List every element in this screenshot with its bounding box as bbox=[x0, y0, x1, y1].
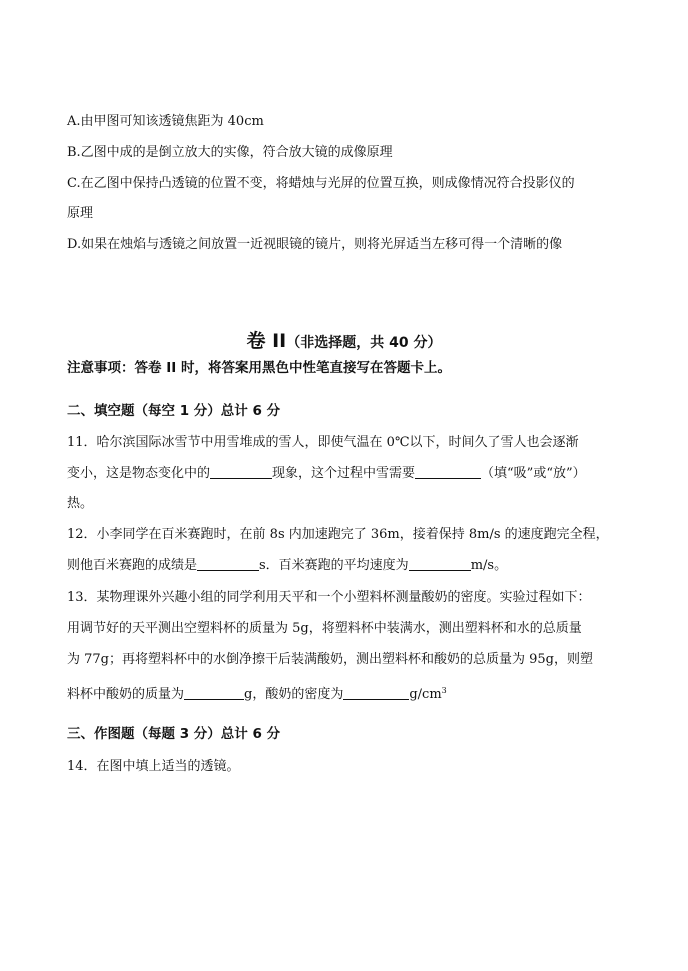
q11-line3: 热。 bbox=[67, 496, 94, 511]
q11-line2 bbox=[67, 464, 586, 484]
option-d: D.如果在烛焰与透镜之间放置一近视眼镜的镜片，则将光屏适当左移可得一个清晰的像 bbox=[67, 237, 563, 252]
q11-blank-1[interactable] bbox=[210, 464, 272, 479]
option-b: B.乙图中成的是倒立放大的实像，符合放大镜的成像原理 bbox=[67, 145, 393, 160]
q13-line2: 用调节好的天平测出空塑料杯的质量为 5g，将塑料杯中装满水，测出塑料杯和水的总质量 bbox=[67, 621, 582, 636]
q12-text-b: s．百米赛跑的平均速度为 bbox=[259, 558, 409, 573]
option-a: A.由甲图可知该透镜焦距为 40cm bbox=[67, 114, 264, 129]
option-c: C.在乙图中保持凸透镜的位置不变，将蜡烛与光屏的位置互换，则成像情况符合投影仪的 bbox=[67, 176, 575, 191]
q13-unit-exponent: 3 bbox=[441, 686, 447, 695]
part2-title bbox=[0, 326, 688, 353]
q12-line2 bbox=[67, 556, 507, 576]
q13-line1: 13．某物理课外兴趣小组的同学利用天平和一个小塑料杯测量酸奶的密度。实验过程如下： bbox=[67, 590, 591, 605]
q13-line4 bbox=[67, 681, 447, 705]
q11-text-a: 变小，这是物态变化中的 bbox=[67, 466, 211, 481]
q14-line1: 14．在图中填上适当的透镜。 bbox=[67, 759, 240, 774]
q13-blank-1[interactable] bbox=[184, 685, 244, 700]
q13-blank-2[interactable] bbox=[343, 685, 409, 700]
q12-blank-2[interactable] bbox=[409, 556, 471, 571]
q11-text-c: （填“吸”或“放”） bbox=[481, 466, 586, 481]
section2-heading: 二、填空题（每空 1 分）总计 6 分 bbox=[67, 403, 281, 419]
q12-text-c: m/s。 bbox=[470, 558, 508, 573]
q12-blank-1[interactable] bbox=[197, 556, 259, 571]
q13-text-b: g，酸奶的密度为 bbox=[244, 687, 344, 702]
part2-notice: 注意事项：答卷 II 时，将答案用黑色中性笔直接写在答题卡上。 bbox=[67, 360, 451, 376]
option-c-cont: 原理 bbox=[67, 206, 94, 221]
q11-text-b: 现象，这个过程中雪需要 bbox=[272, 466, 416, 481]
part2-title-main: 卷 II bbox=[246, 330, 287, 352]
q13-line3: 为 77g；再将塑料杯中的水倒净擦干后装满酸奶，测出塑料杯和酸奶的总质量为 95g，则塑 bbox=[67, 652, 593, 667]
q13-text-c: g/cm bbox=[409, 687, 442, 702]
q12-text-a: 则他百米赛跑的成绩是 bbox=[67, 558, 198, 573]
part2-title-sub: （非选择题，共 40 分） bbox=[286, 335, 442, 351]
q11-blank-2[interactable] bbox=[415, 464, 481, 479]
q11-line1: 11．哈尔滨国际冰雪节中用雪堆成的雪人，即使气温在 0℃以下，时间久了雪人也会逐渐 bbox=[67, 435, 579, 450]
q12-line1: 12．小李同学在百米赛跑时，在前 8s 内加速跑完了 36m，接着保持 8m/s 的速度跑完全程， bbox=[67, 527, 609, 542]
q13-text-a: 料杯中酸奶的质量为 bbox=[67, 687, 185, 702]
section3-heading: 三、作图题（每题 3 分）总计 6 分 bbox=[67, 726, 281, 742]
